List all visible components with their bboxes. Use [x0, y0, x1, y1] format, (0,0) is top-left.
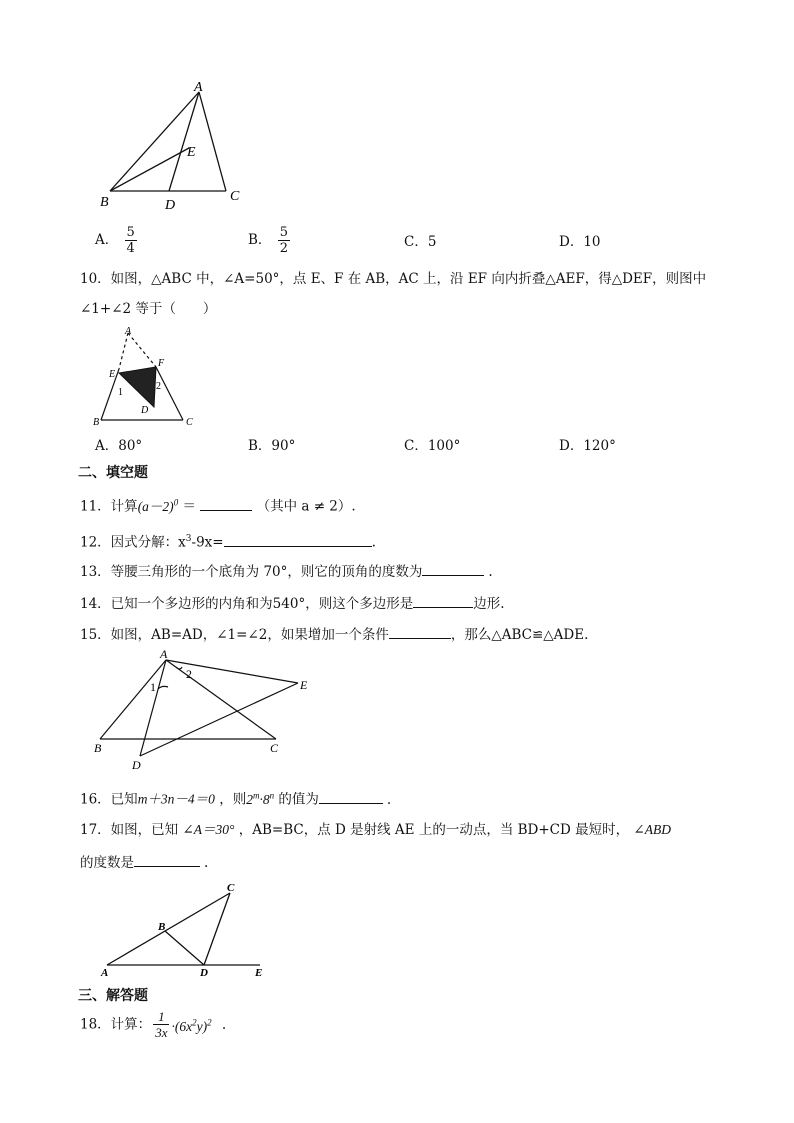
figure-q9 — [95, 80, 255, 215]
q13-answer-blank — [422, 561, 484, 576]
q18-expression: $\cdot(6x^2y)^2$ — [171, 1017, 212, 1034]
q9-option-d: D．10 — [559, 234, 601, 250]
q9-option-a-fraction: $\frac{5}{4}$ — [126, 225, 135, 256]
fig9-label-E: E — [187, 145, 196, 160]
q17-line2: 的度数是 . — [80, 852, 208, 872]
figure-q15 — [90, 645, 320, 775]
q12-answer-blank — [224, 532, 372, 547]
q11-answer-blank — [200, 496, 252, 511]
q17-line1: 17．如图，已知 ∠A＝30° ，AB=BC，点 D 是射线 AE 上的一动点，当 BD+CD 最短时， ∠ABD — [80, 822, 671, 838]
fig10-label-D: D — [141, 405, 149, 416]
q15-answer-blank — [389, 624, 451, 639]
q17-angle-abd: ∠ABD — [633, 822, 671, 837]
q13: 13．等腰三角形的一个底角为 70°，则它的顶角的度数为 . — [80, 561, 493, 581]
q10-option-b: B．90° — [248, 438, 296, 454]
q10-text-line1: 10．如图，△ABC 中，∠A=50°，点 E、F 在 AB，AC 上，沿 EF 向内折叠△AEF，得△DEF，则图中 — [80, 271, 707, 287]
fig17-label-B: B — [158, 921, 166, 933]
fig15-label-B: B — [94, 741, 102, 755]
q11-expression: $(a-2)^0$ — [137, 497, 179, 514]
fig17-label-A: A — [101, 967, 109, 979]
fig9-label-A: A — [194, 80, 203, 95]
q10-text-line2: ∠1+∠2 等于（ ） — [80, 301, 217, 317]
q18: 18．计算： $\frac{1}{3x}$ $\cdot(6x^2y)^2$ . — [80, 1009, 227, 1040]
fig10-label-A: A — [125, 326, 132, 337]
q16-answer-blank — [319, 789, 383, 804]
q16-equation: m＋3n－4＝0 — [137, 791, 215, 807]
fig9-label-B: B — [100, 195, 109, 210]
q16-expression: $2^m\cdot 8^n$ — [246, 790, 275, 807]
q9-option-b-fraction: $\frac{5}{2}$ — [279, 225, 288, 256]
figure-q10 — [85, 325, 205, 430]
fig10-label-1: 1 — [118, 387, 123, 398]
q18-fraction: $\frac{1}{3x}$ — [155, 1009, 168, 1040]
q9-option-b: B． $\frac{5}{2}$ — [248, 225, 288, 256]
fig17-label-E: E — [255, 967, 263, 979]
fig15-label-C: C — [270, 741, 279, 755]
section-heading-solve: 三、解答题 — [78, 988, 148, 1004]
q10-option-a: A．80° — [95, 438, 143, 454]
fig15-label-E: E — [300, 678, 308, 692]
fig10-label-C: C — [186, 417, 193, 428]
q17-answer-blank — [134, 852, 200, 867]
q9-option-c: C．5 — [404, 234, 437, 250]
fig9-label-D: D — [165, 198, 176, 213]
figure-q17 — [95, 880, 275, 980]
fig10-label-E: E — [109, 369, 116, 380]
fig9-label-C: C — [230, 189, 240, 204]
q12: 12．因式分解：$x^3-9x=$ . — [80, 530, 376, 552]
fig10-label-2: 2 — [156, 381, 161, 392]
fig15-label-2: 2 — [186, 667, 192, 681]
fig17-label-C: C — [227, 882, 235, 894]
q10-option-d: D．120° — [559, 438, 616, 454]
fig10-label-F: F — [158, 358, 165, 369]
q15: 15．如图，AB=AD，∠1=∠2，如果增加一个条件 ，那么△ABC≌△ADE. — [80, 624, 588, 644]
q14-answer-blank — [413, 593, 473, 608]
fig15-label-D: D — [132, 758, 141, 772]
q9-option-a: A． $\frac{5}{4}$ — [95, 225, 135, 256]
fig10-folded-triangle — [119, 367, 156, 407]
section-heading-fill-in: 二、填空题 — [78, 465, 148, 481]
q16: 16．已知m＋3n－4＝0 ，则$2^m\cdot 8^n$ 的值为 . — [80, 790, 392, 808]
fig10-label-B: B — [93, 417, 100, 428]
fig17-label-D: D — [200, 967, 208, 979]
q14: 14．已知一个多边形的内角和为540°，则这个多边形是 边形. — [80, 593, 505, 613]
q10-option-c: C．100° — [404, 438, 461, 454]
q17-angle: ∠A＝30° — [182, 822, 235, 837]
fig15-label-A: A — [160, 647, 168, 661]
q11: 11．计算$(a-2)^0$ ＝ （其中 a ≠ 2）. — [80, 497, 356, 515]
fig15-label-1: 1 — [150, 680, 156, 694]
